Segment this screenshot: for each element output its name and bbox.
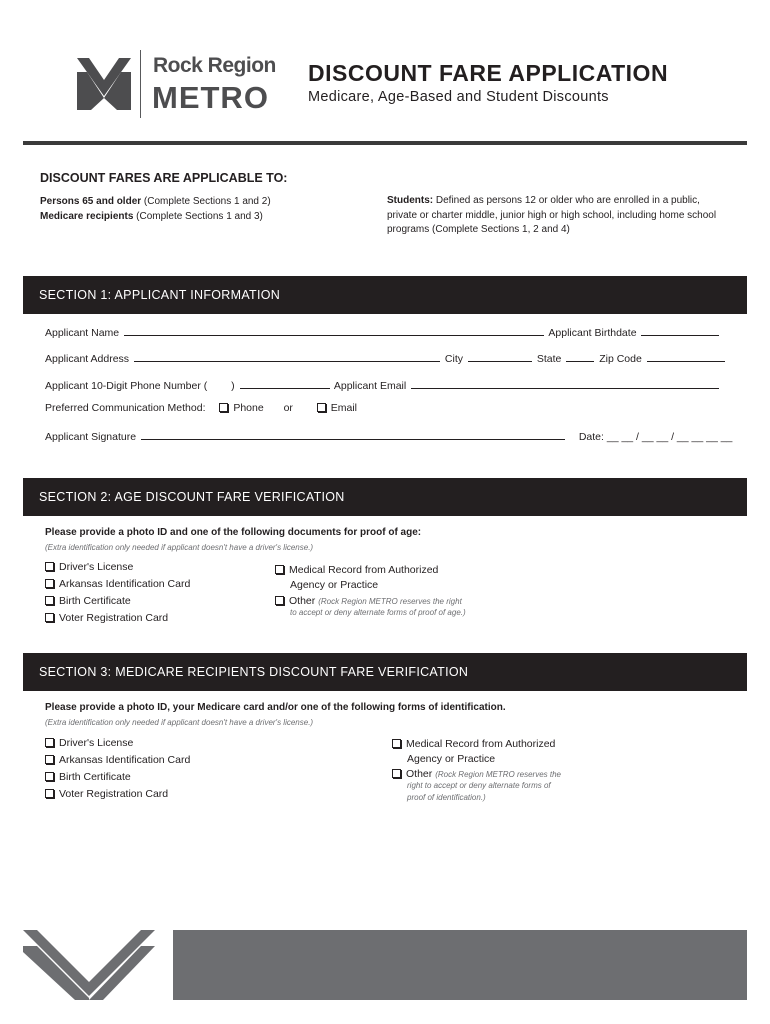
students-paragraph [387,194,727,238]
chevron-footer-icon [23,930,173,1000]
rock-region-metro-logo [77,50,277,120]
s3-option-voter-registration[interactable] [45,788,168,800]
s2-option-voter-registration[interactable] [45,612,168,624]
checkbox-icon[interactable] [45,738,54,747]
seniors-line [40,194,271,209]
s2-option-birth-certificate[interactable] [45,595,131,607]
medicare-lead: Medicare recipients [40,211,134,222]
s2-option-label: Voter Registration Card [59,612,169,624]
s3-option-medical-record[interactable] [392,737,555,767]
s2-medical-label-2: Agency or Practice [290,579,379,591]
state-label: State [536,353,562,365]
section3-header [23,653,747,691]
footer-bar [23,930,747,1000]
s2-option-label: Birth Certificate [59,595,131,607]
city-field[interactable] [468,351,532,362]
checkbox-icon[interactable] [45,562,54,571]
checkbox-icon[interactable] [392,769,401,778]
s2-option-drivers-license[interactable] [45,561,133,573]
checkbox-icon[interactable] [45,755,54,764]
phone-label: Applicant 10-Digit Phone Number ( [45,380,208,392]
area-code-field[interactable] [210,377,228,389]
address-row [45,351,727,365]
checkbox-icon[interactable] [45,596,54,605]
checkbox-icon[interactable] [45,613,54,622]
s3-option-label: Voter Registration Card [59,788,169,800]
section1-title: SECTION 1: APPLICANT INFORMATION [39,288,281,302]
s3-option-drivers-license[interactable] [45,737,133,749]
date-field[interactable]: __ __ / __ __ / __ __ __ __ [606,431,733,443]
s3-option-other[interactable] [392,768,561,804]
logo-text-rock-region: Rock Region [153,54,276,77]
email-checkbox[interactable] [317,403,326,412]
students-lead: Students: [387,195,434,206]
city-label: City [444,353,463,365]
section1-header [23,276,747,314]
s2-option-other[interactable] [275,595,466,619]
birthdate-label: Applicant Birthdate [548,327,637,339]
communication-row [45,402,357,414]
seniors-lead: Persons 65 and older [40,196,142,207]
s2-option-label: Arkansas Identification Card [59,578,191,590]
checkbox-icon[interactable] [45,789,54,798]
date-label: Date: [578,431,604,443]
metro-chevron-logo-icon [77,58,131,110]
name-field[interactable] [124,325,544,336]
document-title: DISCOUNT FARE APPLICATION [308,60,669,86]
section3-title: SECTION 3: MEDICARE RECIPIENTS DISCOUNT FARE VERIFICATION [39,665,469,679]
s2-option-arkansas-id[interactable] [45,578,190,590]
signature-row [45,429,732,443]
s3-medical-label-2: Agency or Practice [407,753,496,765]
checkbox-icon[interactable] [275,565,284,574]
seniors-text: (Complete Sections 1 and 2) [141,196,271,207]
address-label: Applicant Address [45,353,130,365]
s3-medical-label-1: Medical Record from Authorized [406,738,556,750]
s3-option-label: Arkansas Identification Card [59,754,191,766]
s3-option-label: Birth Certificate [59,771,131,783]
phone-option-label: Phone [233,402,264,414]
students-text: Defined as persons 12 or older who are enrolled in a public, private or charter middle, junior high or high school, including home school programs (Complete Sections 1, 2 and 4) [387,195,717,235]
section2-title: SECTION 2: AGE DISCOUNT FARE VERIFICATION [39,490,345,504]
zip-label: Zip Code [599,353,642,365]
medicare-line [40,209,271,224]
checkbox-icon[interactable] [275,596,284,605]
phone-checkbox[interactable] [219,403,228,412]
applicability-heading: DISCOUNT FARES ARE APPLICABLE TO: [40,171,288,185]
document-subtitle: Medicare, Age-Based and Student Discounts [308,89,609,105]
state-field[interactable] [566,351,594,362]
birthdate-field[interactable] [641,325,719,336]
zip-field[interactable] [647,351,725,362]
section2-instruction: Please provide a photo ID and one of the following documents for proof of age: [45,527,422,538]
section2-note: (Extra identification only needed if applicant doesn't have a driver's license.) [45,543,314,552]
header-rule [23,141,747,145]
name-label: Applicant Name [45,327,120,339]
phone-field[interactable] [240,378,330,389]
or-label: or [283,402,293,414]
s3-option-label: Driver's License [59,737,134,749]
s3-option-birth-certificate[interactable] [45,771,131,783]
s2-medical-label-1: Medical Record from Authorized [289,564,439,576]
section3-note: (Extra identification only needed if applicant doesn't have a driver's license.) [45,718,314,727]
email-label: Applicant Email [333,380,407,392]
s2-other-label: Other [289,595,316,607]
phone-paren-close: ) [231,380,235,392]
checkbox-icon[interactable] [392,739,401,748]
name-row [45,325,721,339]
logo-divider [140,50,141,118]
section3-instruction: Please provide a photo ID, your Medicare card and/or one of the following forms of identification. [45,702,506,713]
communication-label: Preferred Communication Method: [45,402,206,414]
s2-option-medical-record[interactable] [275,563,438,593]
checkbox-icon[interactable] [45,772,54,781]
signature-label: Applicant Signature [45,431,137,443]
phone-email-row [45,377,721,392]
email-option-label: Email [330,402,358,414]
s3-other-note-2: right to accept or deny alternate forms of [407,781,551,790]
signature-field[interactable] [141,429,565,440]
address-field[interactable] [134,351,440,362]
s3-other-label: Other [406,768,433,780]
s2-other-note-2: to accept or deny alternate forms of proof of age.) [290,608,466,617]
logo-text-metro: METRO [152,80,269,115]
section2-header [23,478,747,516]
checkbox-icon[interactable] [45,579,54,588]
s3-other-note-1: (Rock Region METRO reserves the [435,770,562,779]
s3-option-arkansas-id[interactable] [45,754,190,766]
email-field[interactable] [411,378,719,389]
s2-other-note-1: (Rock Region METRO reserves the right [318,597,462,606]
s3-other-note-3: proof of identification.) [407,793,486,802]
applicability-left-column [40,194,271,224]
s2-option-label: Driver's License [59,561,134,573]
medicare-text: (Complete Sections 1 and 3) [133,211,263,222]
